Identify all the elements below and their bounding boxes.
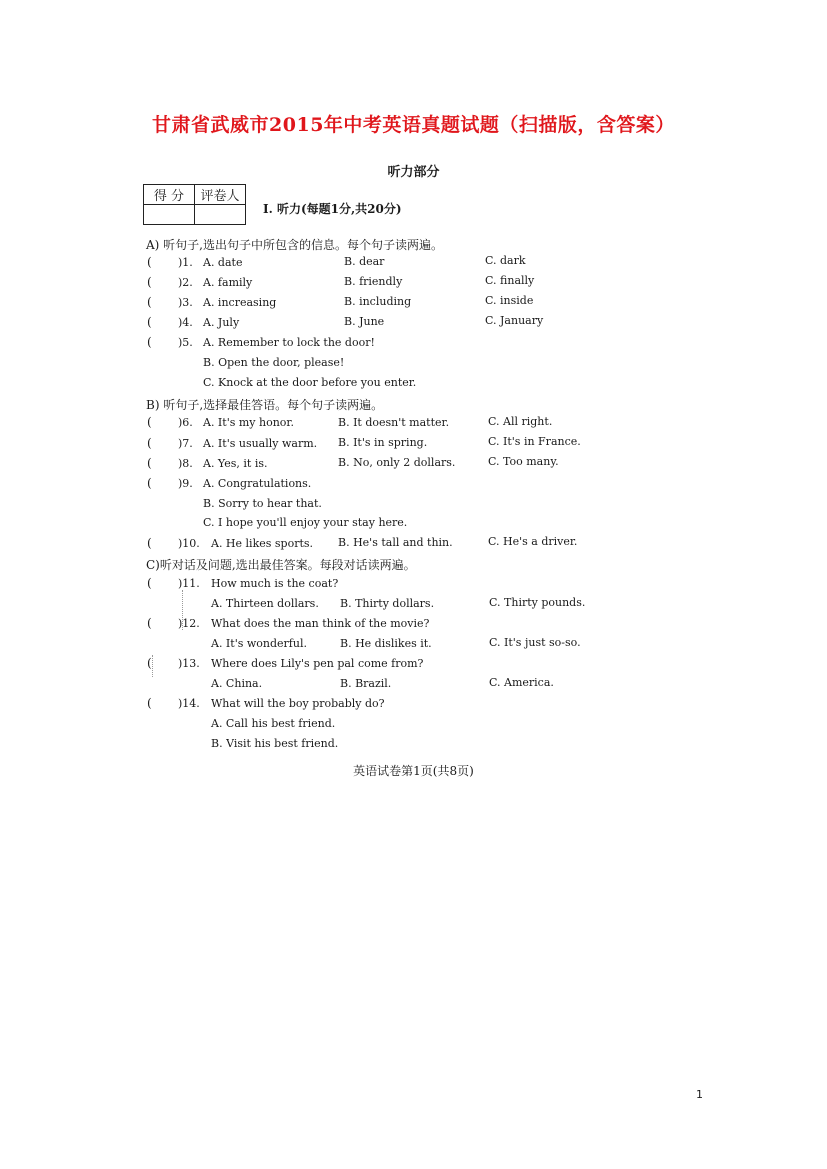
option-b: B. friendly: [344, 275, 403, 288]
option-c: C. inside: [485, 294, 534, 307]
answer-paren: (: [147, 536, 152, 550]
question-number: )4.: [178, 316, 193, 329]
answer-paren: (: [147, 275, 152, 289]
option-a: A. It's usually warm.: [203, 437, 318, 450]
part-b-instruction: B) 听句子,选择最佳答语。每个句子读两遍。: [146, 398, 384, 412]
question-stem: Where does Lily's pen pal come from?: [211, 657, 424, 670]
option-b: B. No, only 2 dollars.: [338, 456, 456, 469]
option-a: A. It's my honor.: [203, 416, 294, 429]
option-a: A. It's wonderful.: [211, 637, 307, 650]
option-c: C. I hope you'll enjoy your stay here.: [203, 516, 408, 529]
answer-paren: (: [147, 335, 152, 349]
question-number: )10.: [178, 537, 200, 550]
question-stem: How much is the coat?: [211, 577, 339, 590]
answer-paren: (: [147, 436, 152, 450]
document-title: 甘肃省武威市2015年中考英语真题试题（扫描版，含答案）: [152, 114, 675, 136]
option-a: A. date: [203, 256, 243, 269]
section-heading-listening: 听力部分: [387, 165, 440, 180]
option-c: C. dark: [485, 254, 526, 267]
option-c: C. It's just so-so.: [489, 636, 581, 649]
option-a: A. China.: [211, 677, 263, 690]
answer-paren: (: [147, 656, 152, 670]
option-a: A. family: [203, 276, 253, 289]
score-box: [143, 184, 246, 225]
option-b: B. June: [344, 315, 385, 328]
answer-paren: (: [147, 476, 152, 490]
scan-artifact: [182, 590, 183, 630]
answer-paren: (: [147, 315, 152, 329]
option-a: A. Thirteen dollars.: [211, 597, 319, 610]
option-c: C. It's in France.: [488, 435, 581, 448]
answer-paren: (: [147, 616, 152, 630]
option-a: A. Remember to lock the door!: [203, 336, 375, 349]
option-c: C. He's a driver.: [488, 535, 578, 548]
option-c: C. finally: [485, 274, 535, 287]
answer-paren: (: [147, 415, 152, 429]
option-a: A. Yes, it is.: [203, 457, 268, 470]
score-label: 得 分: [144, 185, 195, 205]
question-number: )12.: [178, 617, 200, 630]
question-number: )11.: [178, 577, 200, 590]
option-a: A. July: [203, 316, 240, 329]
question-number: )14.: [178, 697, 200, 710]
section-title: Ⅰ. 听力(每题1分,共20分): [263, 202, 402, 216]
option-b: B. He dislikes it.: [340, 637, 432, 650]
question-number: )9.: [178, 477, 193, 490]
answer-paren: (: [147, 255, 152, 269]
part-c-instruction: C)听对话及问题,选出最佳答案。每段对话读两遍。: [146, 558, 416, 572]
answer-paren: (: [147, 576, 152, 590]
option-c: C. January: [485, 314, 544, 327]
option-b: B. Open the door, please!: [203, 356, 345, 369]
option-b: B. Sorry to hear that.: [203, 497, 322, 510]
question-number: )2.: [178, 276, 193, 289]
question-number: )7.: [178, 437, 193, 450]
question-stem: What will the boy probably do?: [211, 697, 385, 710]
option-b: B. Thirty dollars.: [340, 597, 435, 610]
option-a: A. increasing: [203, 296, 277, 309]
option-b: B. It doesn't matter.: [338, 416, 450, 429]
option-c: C. Too many.: [488, 455, 559, 468]
score-cell: [144, 205, 195, 225]
option-c: C. Thirty pounds.: [489, 596, 586, 609]
question-stem: What does the man think of the movie?: [211, 617, 430, 630]
option-b: B. Brazil.: [340, 677, 392, 690]
page-footer: 英语试卷第1页(共8页): [353, 764, 474, 778]
question-number: )8.: [178, 457, 193, 470]
option-a: A. He likes sports.: [211, 537, 314, 550]
option-b: B. It's in spring.: [338, 436, 428, 449]
option-a: A. Congratulations.: [203, 477, 312, 490]
option-b: B. Visit his best friend.: [211, 737, 339, 750]
grader-label: 评卷人: [195, 185, 246, 205]
question-number: )3.: [178, 296, 193, 309]
option-b: B. including: [344, 295, 412, 308]
question-number: )5.: [178, 336, 193, 349]
answer-paren: (: [147, 295, 152, 309]
answer-paren: (: [147, 456, 152, 470]
option-b: B. He's tall and thin.: [338, 536, 453, 549]
question-number: )1.: [178, 256, 193, 269]
option-c: C. All right.: [488, 415, 553, 428]
part-a-instruction: A) 听句子,选出句子中所包含的信息。每个句子读两遍。: [146, 238, 443, 252]
option-b: B. dear: [344, 255, 385, 268]
question-number: )6.: [178, 416, 193, 429]
scan-artifact: [152, 655, 153, 677]
option-c: C. Knock at the door before you enter.: [203, 376, 417, 389]
option-a: A. Call his best friend.: [211, 717, 336, 730]
page-number: 1: [696, 1088, 703, 1101]
grader-cell: [195, 205, 246, 225]
option-c: C. America.: [489, 676, 554, 689]
answer-paren: (: [147, 696, 152, 710]
question-number: )13.: [178, 657, 200, 670]
